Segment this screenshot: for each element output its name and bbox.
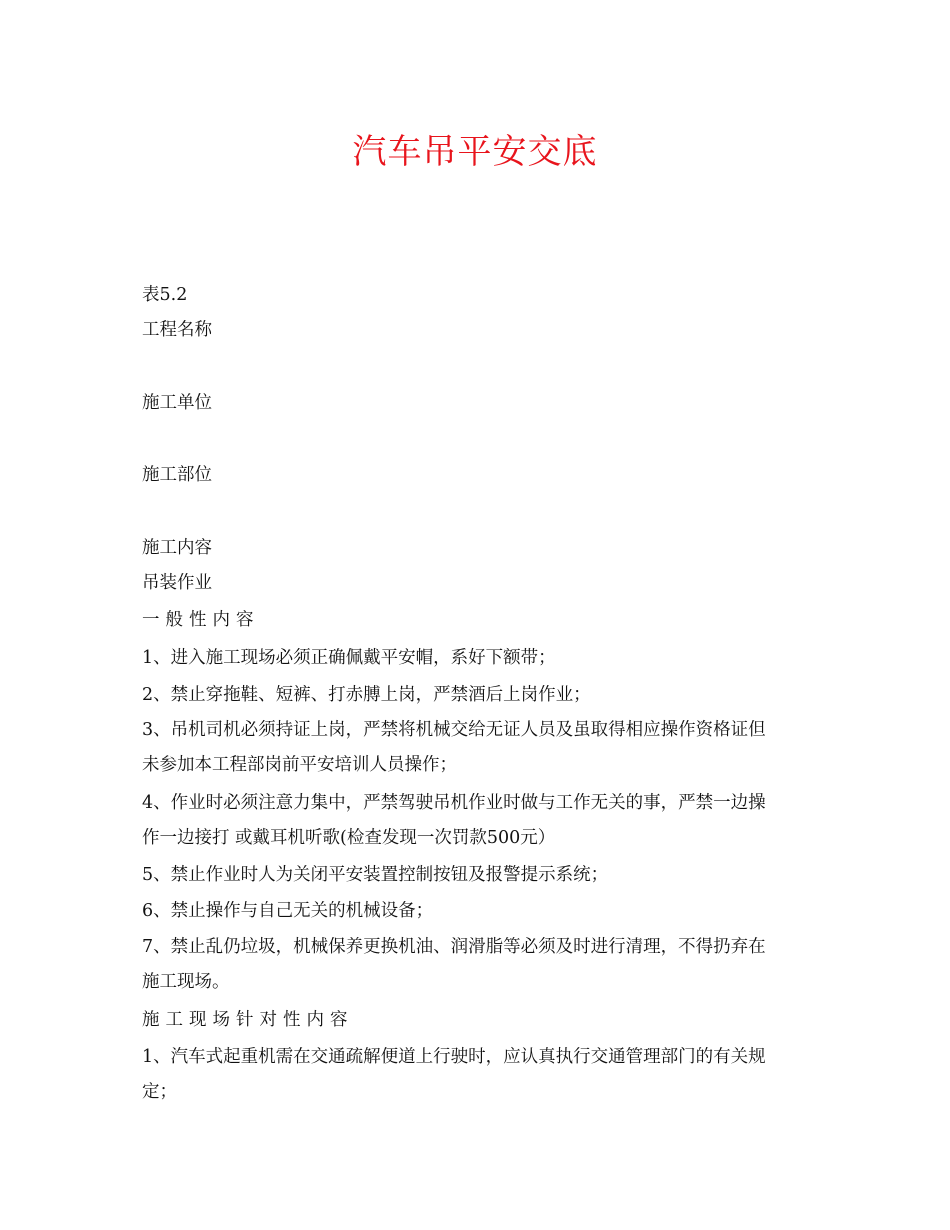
- general-line: 1、进入施工现场必须正确佩戴平安帽，系好下额带；: [142, 648, 556, 668]
- general-line: 6、禁止操作与自己无关的机械设备；: [142, 901, 434, 921]
- construction-part-label: 施工部位: [142, 465, 212, 485]
- general-line: 3、吊机司机必须持证上岗，严禁将机械交给无证人员及虽取得相应操作资格证但: [142, 720, 766, 740]
- table-number: 表5.2: [142, 285, 188, 305]
- general-section-heading: 一般性内容: [142, 610, 260, 630]
- general-line: 未参加本工程部岗前平安培训人员操作；: [142, 755, 457, 775]
- site-specific-line: 定；: [142, 1082, 177, 1102]
- general-line: 4、作业时必须注意力集中，严禁驾驶吊机作业时做与工作无关的事，严禁一边操: [142, 793, 766, 813]
- document-title: 汽车吊平安交底: [352, 132, 598, 172]
- general-line: 7、禁止乱仍垃圾，机械保养更换机油、润滑脂等必须及时进行清理，不得扔弃在: [142, 937, 766, 957]
- general-line: 施工现场。: [142, 972, 230, 992]
- construction-unit-label: 施工单位: [142, 393, 212, 413]
- general-line: 2、禁止穿拖鞋、短裤、打赤膊上岗，严禁酒后上岗作业；: [142, 685, 591, 705]
- project-name-label: 工程名称: [142, 320, 212, 340]
- site-specific-line: 1、汽车式起重机需在交通疏解便道上行驶时，应认真执行交通管理部门的有关规: [142, 1047, 766, 1067]
- general-line: 作一边接打 或戴耳机听歌(检查发现一次罚款500元）: [142, 828, 556, 848]
- construction-content-label: 施工内容: [142, 538, 212, 558]
- site-specific-section-heading: 施工现场针对性内容: [142, 1010, 354, 1030]
- construction-content-value: 吊装作业: [142, 573, 212, 593]
- general-line: 5、禁止作业时人为关闭平安装置控制按钮及报警提示系统；: [142, 865, 609, 885]
